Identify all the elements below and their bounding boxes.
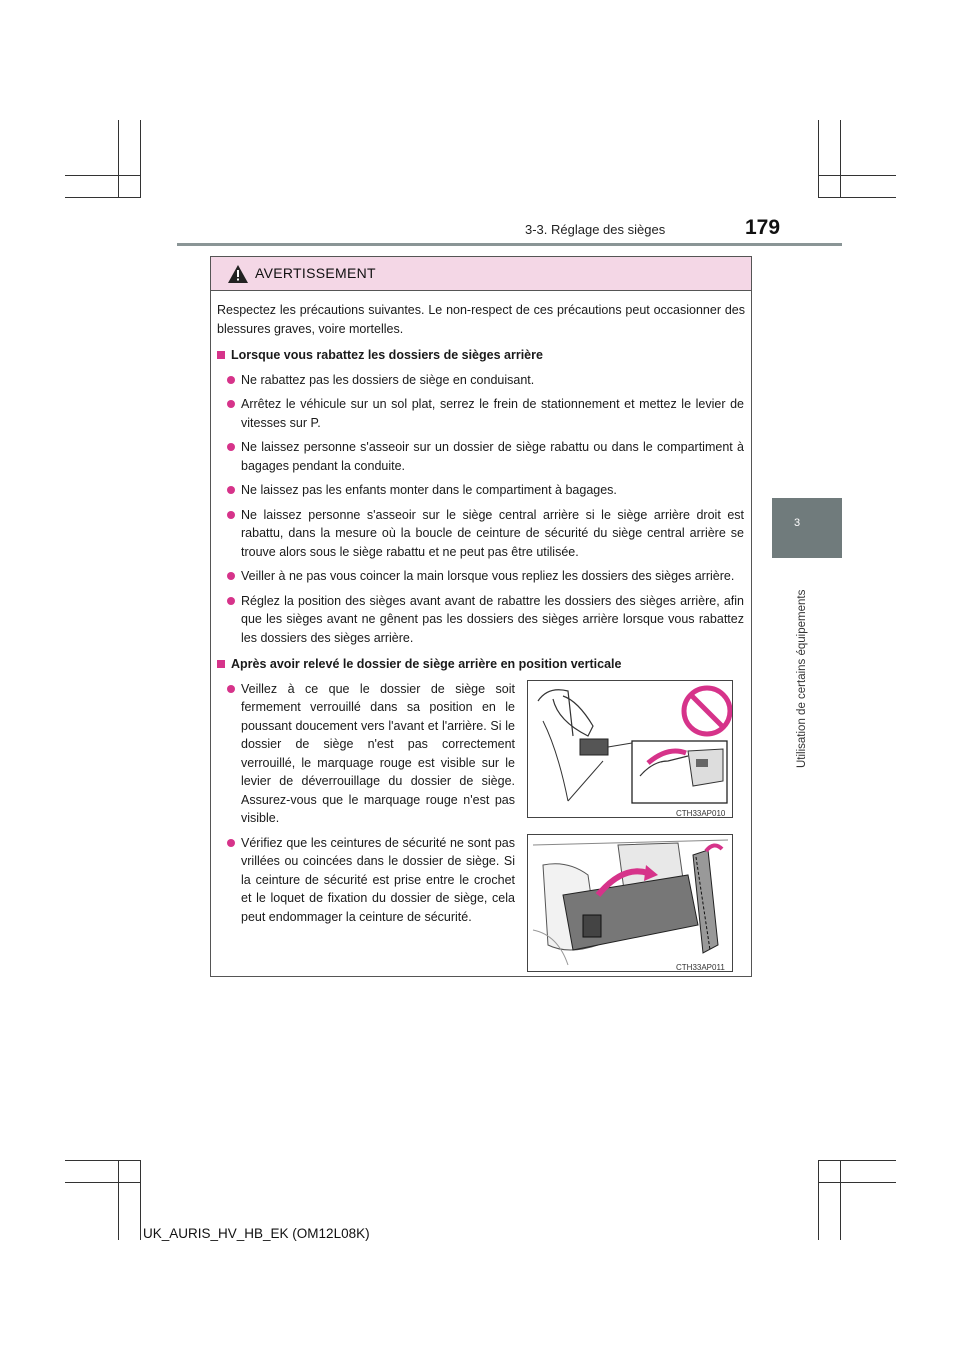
chapter-tab xyxy=(772,498,842,558)
section-heading-text: Lorsque vous rabattez les dossiers de sièges arrière xyxy=(231,348,543,362)
crop-mark xyxy=(840,1160,841,1240)
crop-mark xyxy=(818,120,819,198)
warning-intro: Respectez les précautions suivantes. Le non-respect de ces précautions peut occasionner des blessures graves, voire mortelles. xyxy=(217,303,745,336)
dot-bullet-icon xyxy=(227,443,235,451)
chapter-title-wrap xyxy=(796,563,816,768)
dot-bullet-icon xyxy=(227,597,235,605)
list-item xyxy=(227,834,515,927)
crop-mark xyxy=(140,1160,141,1240)
illustrated-item xyxy=(211,834,751,974)
list-item-text: Vérifiez que les ceintures de sécurité ne sont pas vrillées ou coincées dans le dossier de siège. Si la ceinture de sécurité est prise entre le crochet et le loquet de fixation du dossier de siège, cela peut endommager la ceinture de sécurité. xyxy=(241,835,515,924)
dot-bullet-icon xyxy=(227,685,235,693)
image-code: CTH33AP011 xyxy=(676,962,725,972)
crop-mark xyxy=(818,1160,896,1161)
list-item-text: Ne laissez personne s'asseoir sur le siège central arrière si le siège arrière droit est rabattu, dans la mesure où la boucle de ceinture de sécurité du siège central arrière se trouve alors sous le siège rabattu et ne peut pas être utilisée. xyxy=(241,507,744,559)
crop-mark xyxy=(818,197,896,198)
list-item-text: Ne laissez pas les enfants monter dans le compartiment à bagages. xyxy=(241,483,617,497)
list-item xyxy=(227,395,744,432)
warning-box xyxy=(210,256,752,977)
header-rule xyxy=(177,243,842,246)
chapter-number: 3 xyxy=(794,517,801,529)
list-item xyxy=(227,567,744,586)
dot-bullet-icon xyxy=(227,400,235,408)
crop-mark xyxy=(818,175,896,176)
crop-mark xyxy=(65,175,140,176)
dot-bullet-icon xyxy=(227,572,235,580)
warning-title: AVERTISSEMENT xyxy=(255,265,376,281)
crop-mark xyxy=(818,1160,819,1240)
crop-mark xyxy=(118,120,119,198)
image-code: CTH33AP010 xyxy=(676,808,726,818)
illustrated-item xyxy=(211,680,751,828)
chapter-title: Utilisation de certains équipements xyxy=(796,589,808,768)
list-item-text: Veiller à ne pas vous coincer la main lorsque vous repliez les dossiers des sièges arrière. xyxy=(241,569,735,583)
crop-mark xyxy=(65,197,140,198)
crop-mark xyxy=(118,1160,119,1240)
square-bullet-icon xyxy=(217,660,225,668)
dot-bullet-icon xyxy=(227,839,235,847)
warning-header xyxy=(211,257,751,291)
seatbelt-illustration xyxy=(527,834,733,972)
page-number: 179 xyxy=(745,216,781,239)
crop-mark xyxy=(65,1182,140,1183)
list-item xyxy=(227,481,744,500)
list-item-text: Veillez à ce que le dossier de siège soit fermement verrouillé dans sa position en le poussant doucement vers l'avant et l'arrière. Si le dossier de siège n'est pas correctement verrouillé, le marquage rouge est visible sur le levier de déverrouillage du dossier de siège. Assurez-vous que le marquage rouge n'est pas visible. xyxy=(241,681,515,825)
list-item-text: Ne laissez personne s'asseoir sur un dossier de siège rabattu ou dans le compartiment à bagages pendant la conduite. xyxy=(241,440,744,473)
warning-content xyxy=(211,301,751,974)
square-bullet-icon xyxy=(217,351,225,359)
list-item xyxy=(227,680,515,828)
warning-triangle-icon xyxy=(228,265,248,288)
document-code: UK_AURIS_HV_HB_EK (OM12L08K) xyxy=(143,1226,370,1241)
crop-mark xyxy=(65,1160,140,1161)
list-item xyxy=(227,438,744,475)
crop-mark xyxy=(140,120,141,198)
crop-mark xyxy=(840,120,841,198)
section-title: 3-3. Réglage des sièges xyxy=(525,222,666,237)
list-item-text: Ne rabattez pas les dossiers de siège en conduisant. xyxy=(241,372,535,387)
dot-bullet-icon xyxy=(227,376,235,384)
section-heading xyxy=(217,655,745,674)
list-item xyxy=(227,506,744,562)
section-heading xyxy=(217,346,745,365)
dot-bullet-icon xyxy=(227,511,235,519)
section-heading-text: Après avoir relevé le dossier de siège arrière en position verticale xyxy=(231,657,622,671)
crop-mark xyxy=(818,1182,896,1183)
list-item xyxy=(227,371,744,390)
list-item-text: Arrêtez le véhicule sur un sol plat, serrez le frein de stationnement et mettez le levier de vitesses sur P. xyxy=(241,397,744,430)
list-item xyxy=(227,592,744,648)
seat-lock-illustration xyxy=(527,680,733,818)
dot-bullet-icon xyxy=(227,486,235,494)
list-item-text: Réglez la position des sièges avant avant de rabattre les dossiers des sièges arrière, afin que les sièges avant ne gênent pas les dossiers des sièges arrière lorsque vous rabattez les dossiers des sièges arrière. xyxy=(241,593,744,645)
